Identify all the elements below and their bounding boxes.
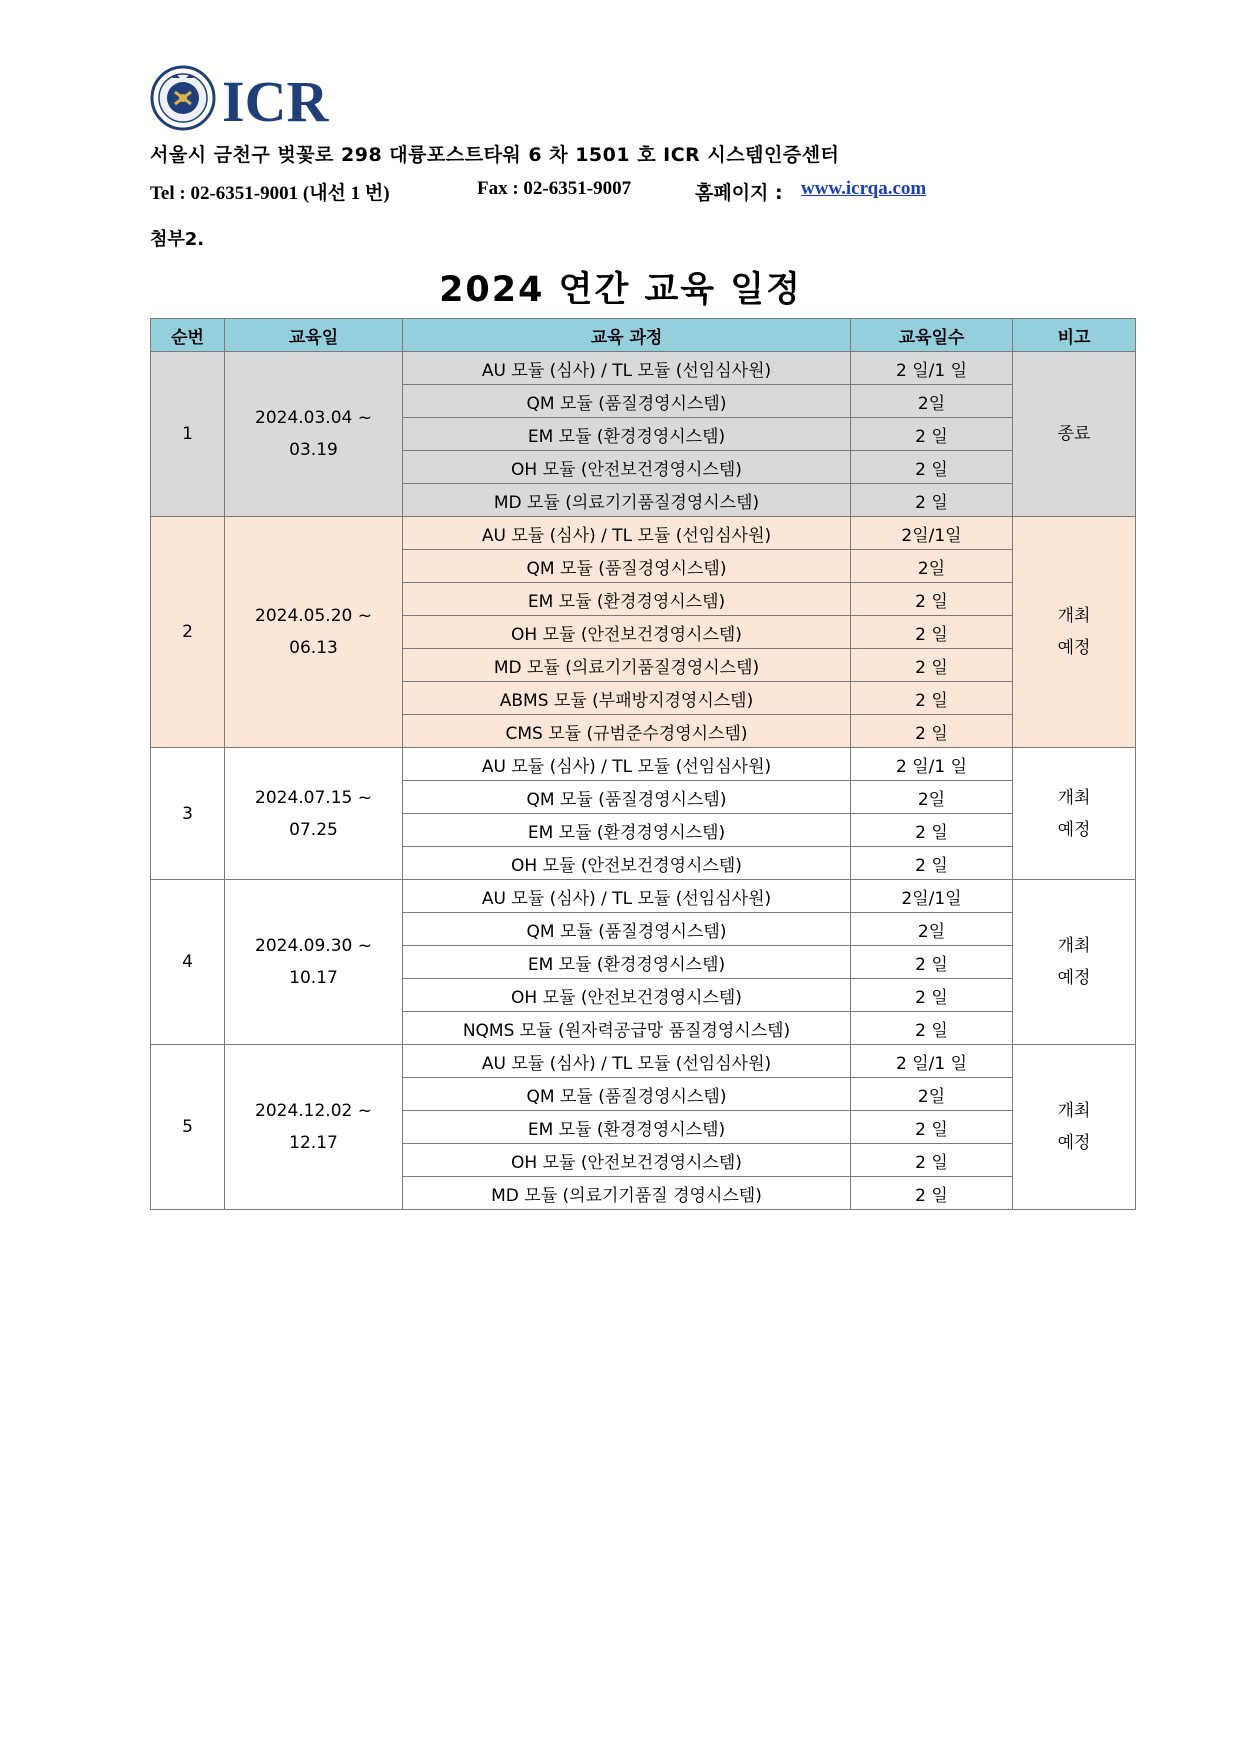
course-name: AU 모듈 (심사) / TL 모듈 (선임심사원) — [403, 1045, 851, 1078]
fax-text: Fax : 02-6351-9007 — [477, 178, 632, 199]
course-name: QM 모듈 (품질경영시스템) — [403, 781, 851, 814]
schedule-table — [150, 318, 1136, 1210]
status-note-line: 예정 — [1057, 819, 1091, 840]
course-days: 2 일 — [851, 1111, 1013, 1144]
row-number: 5 — [151, 1045, 225, 1210]
course-days: 2일/1일 — [851, 517, 1013, 550]
table-row — [151, 880, 1136, 913]
date-end: 03.19 — [289, 440, 338, 460]
course-name: MD 모듈 (의료기기품질 경영시스템) — [403, 1177, 851, 1210]
course-name: ABMS 모듈 (부패방지경영시스템) — [403, 682, 851, 715]
course-name: OH 모듈 (안전보건경영시스템) — [403, 616, 851, 649]
attachment-label: 첨부2. — [150, 229, 205, 250]
table-header-row — [151, 319, 1136, 352]
date-range — [225, 880, 403, 1045]
course-days: 2 일 — [851, 1144, 1013, 1177]
course-days: 2일 — [851, 385, 1013, 418]
course-name: MD 모듈 (의료기기품질경영시스템) — [403, 649, 851, 682]
course-days: 2 일 — [851, 451, 1013, 484]
table-row — [151, 517, 1136, 550]
course-name: EM 모듈 (환경경영시스템) — [403, 814, 851, 847]
header-note: 비고 — [1013, 319, 1136, 352]
course-name: CMS 모듈 (규범준수경영시스템) — [403, 715, 851, 748]
status-note-line: 종료 — [1057, 424, 1091, 444]
course-name: QM 모듈 (품질경영시스템) — [403, 385, 851, 418]
date-range — [225, 1045, 403, 1210]
course-name: EM 모듈 (환경경영시스템) — [403, 1111, 851, 1144]
date-range — [225, 352, 403, 517]
status-note-line: 개최 — [1057, 787, 1091, 808]
course-name: MD 모듈 (의료기기품질경영시스템) — [403, 484, 851, 517]
course-days: 2 일 — [851, 649, 1013, 682]
course-days: 2 일 — [851, 484, 1013, 517]
contact-line — [150, 178, 1050, 206]
icr-logo — [150, 64, 360, 134]
course-days: 2 일 — [851, 418, 1013, 451]
course-name: OH 모듈 (안전보건경영시스템) — [403, 847, 851, 880]
course-days: 2 일 — [851, 979, 1013, 1012]
date-end: 06.13 — [289, 638, 338, 658]
status-note — [1013, 1045, 1136, 1210]
course-name: OH 모듈 (안전보건경영시스템) — [403, 451, 851, 484]
course-days: 2일 — [851, 781, 1013, 814]
table-row — [151, 1045, 1136, 1078]
status-note-line: 개최 — [1057, 606, 1091, 626]
page-title: 2024 연간 교육 일정 — [439, 270, 802, 310]
status-note-line: 개최 — [1057, 1101, 1091, 1121]
status-note — [1013, 880, 1136, 1045]
course-name: QM 모듈 (품질경영시스템) — [403, 1078, 851, 1111]
course-days: 2일 — [851, 1078, 1013, 1111]
course-days: 2 일/1 일 — [851, 1045, 1013, 1078]
course-name: AU 모듈 (심사) / TL 모듈 (선임심사원) — [403, 880, 851, 913]
date-end: 10.17 — [289, 968, 338, 988]
course-name: EM 모듈 (환경경영시스템) — [403, 583, 851, 616]
course-days: 2 일 — [851, 814, 1013, 847]
status-note-line: 예정 — [1057, 638, 1091, 658]
course-name: EM 모듈 (환경경영시스템) — [403, 418, 851, 451]
date-start: 2024.12.02 ~ — [255, 1101, 372, 1121]
date-start: 2024.09.30 ~ — [255, 936, 372, 956]
status-note-line: 예정 — [1057, 968, 1091, 988]
date-range — [225, 748, 403, 880]
header-date: 교육일 — [225, 319, 403, 352]
course-days: 2 일 — [851, 1012, 1013, 1045]
course-name: OH 모듈 (안전보건경영시스템) — [403, 1144, 851, 1177]
status-note — [1013, 748, 1136, 880]
course-name: AU 모듈 (심사) / TL 모듈 (선임심사원) — [403, 352, 851, 385]
tel-text: Tel : 02-6351-9001 (내선 1 번) — [150, 183, 390, 204]
icr-seal-icon — [152, 67, 214, 129]
schedule-body — [151, 352, 1136, 1210]
status-note — [1013, 517, 1136, 748]
date-start: 2024.03.04 ~ — [255, 408, 372, 428]
course-days: 2일 — [851, 913, 1013, 946]
course-name: NQMS 모듈 (원자력공급망 품질경영시스템) — [403, 1012, 851, 1045]
address-line: 서울시 금천구 벚꽃로 298 대륭포스트타워 6 차 1501 호 ICR 시스템인증센터 — [150, 144, 840, 166]
course-name: AU 모듈 (심사) / TL 모듈 (선임심사원) — [403, 517, 851, 550]
table-row — [151, 352, 1136, 385]
course-days: 2 일 — [851, 946, 1013, 979]
course-days: 2 일/1 일 — [851, 352, 1013, 385]
date-end: 07.25 — [289, 819, 338, 840]
table-row — [151, 748, 1136, 781]
course-days: 2 일 — [851, 682, 1013, 715]
homepage-label: 홈페이지 : — [695, 182, 783, 204]
date-start: 2024.07.15 ~ — [255, 787, 372, 808]
homepage-link[interactable]: www.icrqa.com — [801, 178, 927, 199]
course-name: AU 모듈 (심사) / TL 모듈 (선임심사원) — [403, 748, 851, 781]
course-name: EM 모듈 (환경경영시스템) — [403, 946, 851, 979]
logo-text: ICR — [222, 69, 329, 134]
status-note-line: 예정 — [1057, 1133, 1091, 1153]
row-number: 3 — [151, 748, 225, 880]
status-note-line: 개최 — [1057, 936, 1091, 956]
course-name: QM 모듈 (품질경영시스템) — [403, 550, 851, 583]
course-days: 2 일 — [851, 715, 1013, 748]
date-end: 12.17 — [289, 1133, 338, 1153]
row-number: 1 — [151, 352, 225, 517]
date-range — [225, 517, 403, 748]
course-days: 2 일 — [851, 847, 1013, 880]
row-number: 4 — [151, 880, 225, 1045]
course-name: QM 모듈 (품질경영시스템) — [403, 913, 851, 946]
course-name: OH 모듈 (안전보건경영시스템) — [403, 979, 851, 1012]
row-number: 2 — [151, 517, 225, 748]
header-days: 교육일수 — [851, 319, 1013, 352]
course-days: 2 일 — [851, 1177, 1013, 1210]
course-days: 2 일 — [851, 583, 1013, 616]
date-start: 2024.05.20 ~ — [255, 606, 372, 626]
course-days: 2일 — [851, 550, 1013, 583]
header-course: 교육 과정 — [403, 319, 851, 352]
course-days: 2 일 — [851, 616, 1013, 649]
course-days: 2 일/1 일 — [851, 748, 1013, 781]
header-no: 순번 — [151, 319, 225, 352]
status-note — [1013, 352, 1136, 517]
course-days: 2일/1일 — [851, 880, 1013, 913]
